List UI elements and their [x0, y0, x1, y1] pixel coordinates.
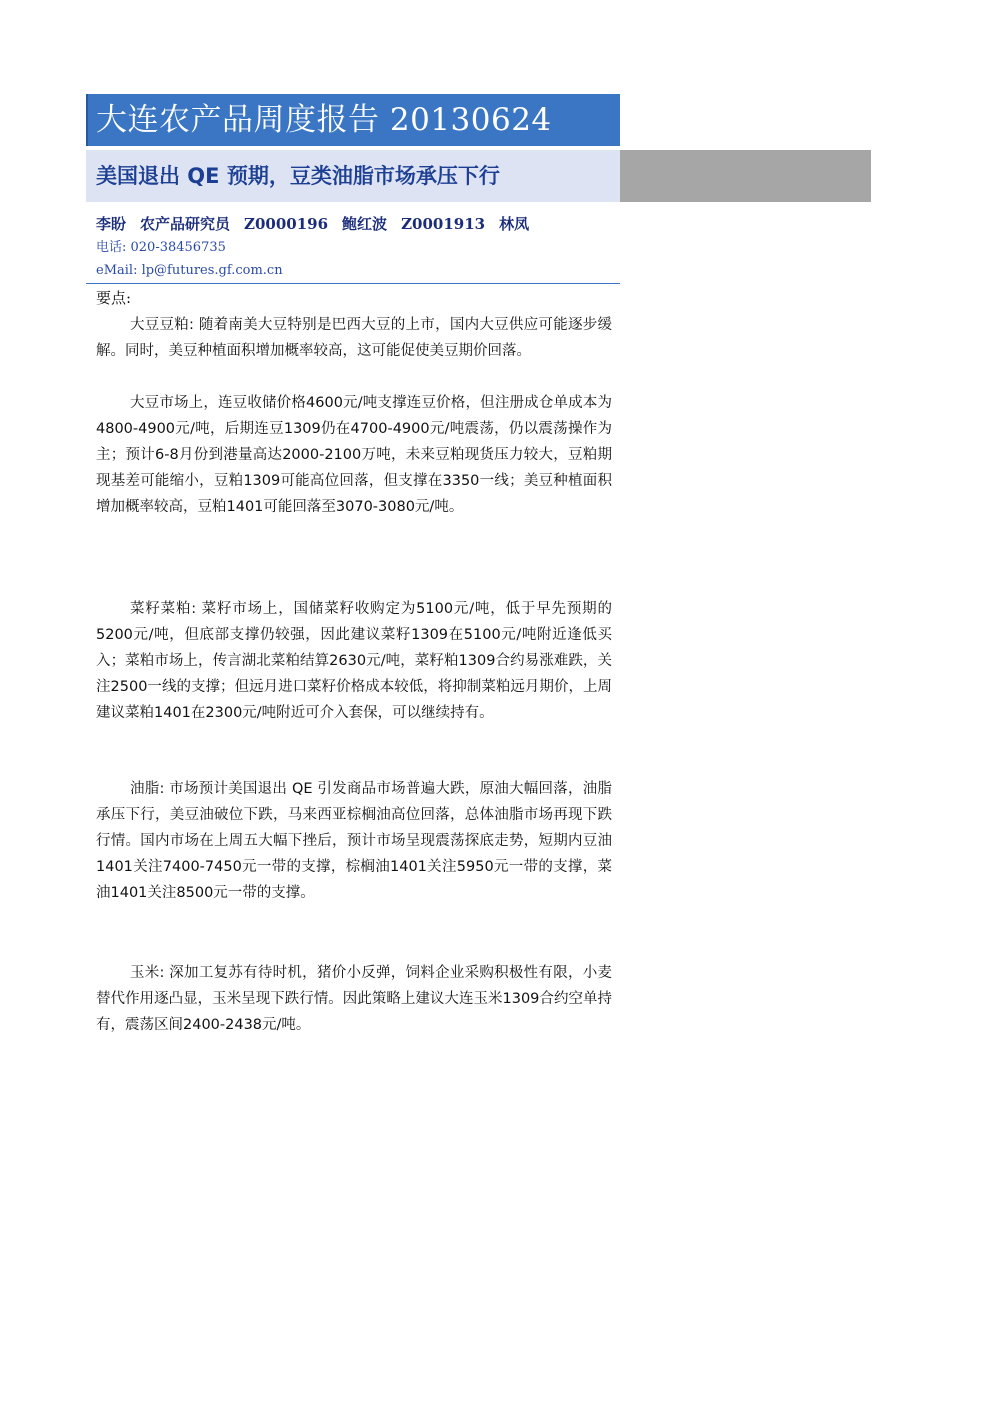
author-id-2: Z0001913 — [401, 215, 486, 233]
paragraph-soybean-market: 大豆市场上，连豆收储价格4600元/吨支撑连豆价格，但注册成仓单成本为4800-4900元/吨，后期连豆1309仍在4700-4900元/吨震荡，仍以震荡操作为主；预计6-8月份到港量高达2000-2100万吨，未来豆粕现货压力较大，豆粕期现基差可能缩小，豆粕1309可能高位回落，但支撑在3350一线；美豆种植面积增加概率较高，豆粕1401可能回落至3070-3080元/吨。 — [96, 395, 612, 515]
contact-phone: 电话: 020-38456735 — [96, 240, 226, 255]
author-name-1: 李盼 — [96, 215, 127, 233]
author-name-2: 鲍红波 — [342, 215, 388, 233]
header-divider — [86, 283, 620, 284]
contact-email[interactable]: eMail: lp@futures.gf.com.cn — [96, 263, 283, 278]
report-title-bar — [86, 94, 620, 146]
report-title: 大连农产品周度报告 20130624 — [96, 102, 552, 138]
paragraph-rapeseed: 菜籽菜粕: 菜籽市场上，国储菜籽收购定为5100元/吨，低于早先预期的5200元/吨，但底部支撑仍较强，因此建议菜籽1309在5100元/吨附近逢低买入；菜粕市场上，传言湖北菜粕结算2630元/吨，菜籽粕1309合约易涨难跌，关注2500一线的支撑；但远月进口菜籽价格成本较低，将抑制菜粕远月期价，上周建议菜粕1401在2300元/吨附近可介入套保，可以继续持有。 — [96, 601, 612, 721]
author-line — [96, 213, 543, 235]
author-name-3: 林凤 — [499, 215, 530, 233]
author-id-1: Z0000196 — [244, 215, 329, 233]
paragraph-oils: 油脂: 市场预计美国退出 QE 引发商品市场普遍大跌，原油大幅回落，油脂承压下行，美豆油破位下跌，马来西亚棕榈油高位回落，总体油脂市场再现下跌行情。国内市场在上周五大幅下挫后，预计市场呈现震荡探底走势，短期内豆油1401关注7400-7450元一带的支撑，棕榈油1401关注5950元一带的支撑，菜油1401关注8500元一带的支撑。 — [96, 781, 612, 901]
paragraph-corn: 玉米: 深加工复苏有待时机，猪价小反弹，饲料企业采购积极性有限，小麦替代作用逐凸显，玉米呈现下跌行情。因此策略上建议大连玉米1309合约空单持有，震荡区间2400-2438元/吨。 — [96, 965, 612, 1033]
report-subtitle-bar — [86, 150, 620, 202]
report-subtitle: 美国退出 QE 预期，豆类油脂市场承压下行 — [96, 164, 500, 188]
paragraph-soybean-meal: 大豆豆粕: 随着南美大豆特别是巴西大豆的上市，国内大豆供应可能逐步缓解。同时，美豆种植面积增加概率较高，这可能促使美豆期价回落。 — [96, 317, 612, 359]
keypoints-label: 要点: — [96, 289, 132, 307]
author-role: 农产品研究员 — [140, 215, 231, 233]
decorative-gray-block — [620, 150, 871, 202]
